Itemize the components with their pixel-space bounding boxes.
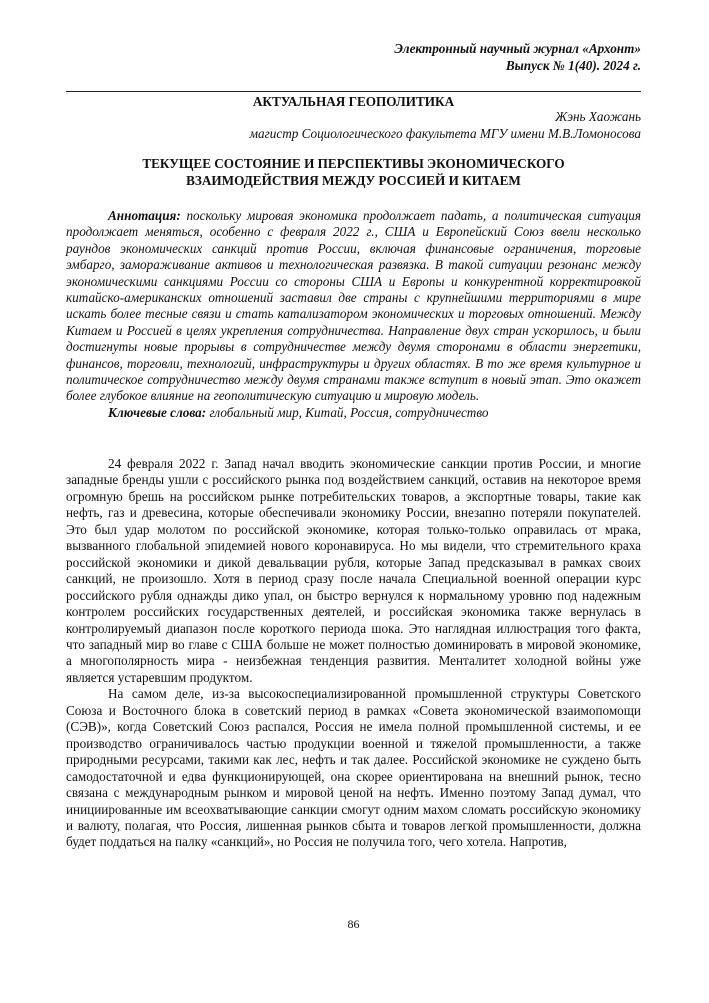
title-line-1: ТЕКУЩЕЕ СОСТОЯНИЕ И ПЕРСПЕКТИВЫ ЭКОНОМИЧЕСКОГО [142,156,565,171]
keywords-text: глобальный мир, Китай, Россия, сотрудничество [206,404,489,420]
page-number: 86 [347,917,360,931]
keywords-label: Ключевые слова: [108,404,207,420]
title-line-2: ВЗАИМОДЕЙСТВИЯ МЕЖДУ РОССИЕЙ И КИТАЕМ [186,172,521,188]
body-paragraph-1: 24 февраля 2022 г. Запад начал вводить экономические санкции против России, и многие западные бренды ушли с российского рынка под воздействием санкций, оставив на некоторое время огромную брешь на российском рынке потребительских товаров, а экспортные товары, такие как нефть, газ и древесина, которые обеспечивали экономику России, внезапно потеряли покупателей. Это был удар молотом по российской экономике, которая только-только оправилась от мрака, вызванного глобальной эпидемией нового коронавируса. Но мы видели, что стремительного краха российской экономики и дикой девальвации рубля, которые Запад предсказывал в рамках своих санкций, не произошло. Хотя в период сразу после начала Специальной военной операции курс российского рубля однажды дико упал, он быстро вернулся к нормальному уровню под надежным контролем российских государственных деятелей, и российская экономика также вернулась в контролируемый диапазон после короткого периода шока. Это наглядная иллюстрация того факта, что западный мир во главе с США больше не может полностью доминировать в мировой экономике, а многополярность мира - неизбежная тенденция развития. Менталитет холодной войны уже является устаревшим продуктом. [66,456,641,685]
keywords-paragraph [66,405,641,421]
abstract-text: поскольку мировая экономика продолжает падать, а политическая ситуация продолжает меняться, особенно с февраля 2022 г., США и Европейский Союз ввели несколько раундов экономических санкций против России, включая финансовые ограничения, торговые эмбарго, замораживание активов и технологическая развязка. В такой ситуации резонанс между экономическими санкциями России со стороны США и Европы и конкурентной корректировкой китайско-американских отношений заставил две страны с крупнейшими территориями в мире искать более тесные связи и стать катализатором экономических и торговых отношений. Между Китаем и Россией в целях укрепления сотрудничества. Направление двух стран ускорилось, и были достигнуты новые прорывы в сотрудничестве между двумя сторонами в области энергетики, финансов, торговли, технологий, инфраструктуры и других областях. В то же время культурное и политическое сотрудничество между двумя странами также вступит в новый этап. Это окажет более глубокое влияние на геополитическую ситуацию и мировую модель. [66,208,641,404]
journal-header [394,40,641,74]
body-paragraph-2: На самом деле, из-за высокоспециализированной промышленной структуры Советского Союза и Восточного блока в советский период в рамках «Совета экономической взаимопомощи (СЭВ)», когда Советский Союз распался, Россия не имела полной промышленной системы, и ее производство ограничивалось частью продукции военной и тяжелой промышленности, а также природными ресурсами, такими как лес, нефть и так далее. Российской экономике не суждено быть самодостаточной и едва функционирующей, она скорее ориентирована на внешний рынок, тесно связана с международным рынком и мировой ценой на нефть. Именно поэтому Запад думал, что инициированные им всеохватывающие санкции смогут одним махом сломать российскую экономику и валюту, полагая, что Россия, лишенная рынков сбыта и товаров легкой промышленности, должна будет поддаться на палку «санкций», но Россия не получила того, чего хотела. Напротив, [66,686,641,850]
journal-issue: Выпуск № 1(40). 2024 г. [505,58,641,73]
journal-name: Электронный научный журнал «Архонт» [394,41,641,56]
abstract-label: Аннотация: [108,208,181,223]
section-heading: АКТУАЛЬНАЯ ГЕОПОЛИТИКА [252,94,455,109]
header-divider [66,91,641,92]
article-body [66,456,641,851]
abstract-block [66,208,641,421]
author-name: Жэнь Хаожань [555,109,641,124]
author-block [250,109,641,142]
article-title [66,156,641,189]
author-affiliation: магистр Социологического факультета МГУ имени М.В.Ломоносова [249,125,641,141]
abstract-paragraph [66,208,641,405]
